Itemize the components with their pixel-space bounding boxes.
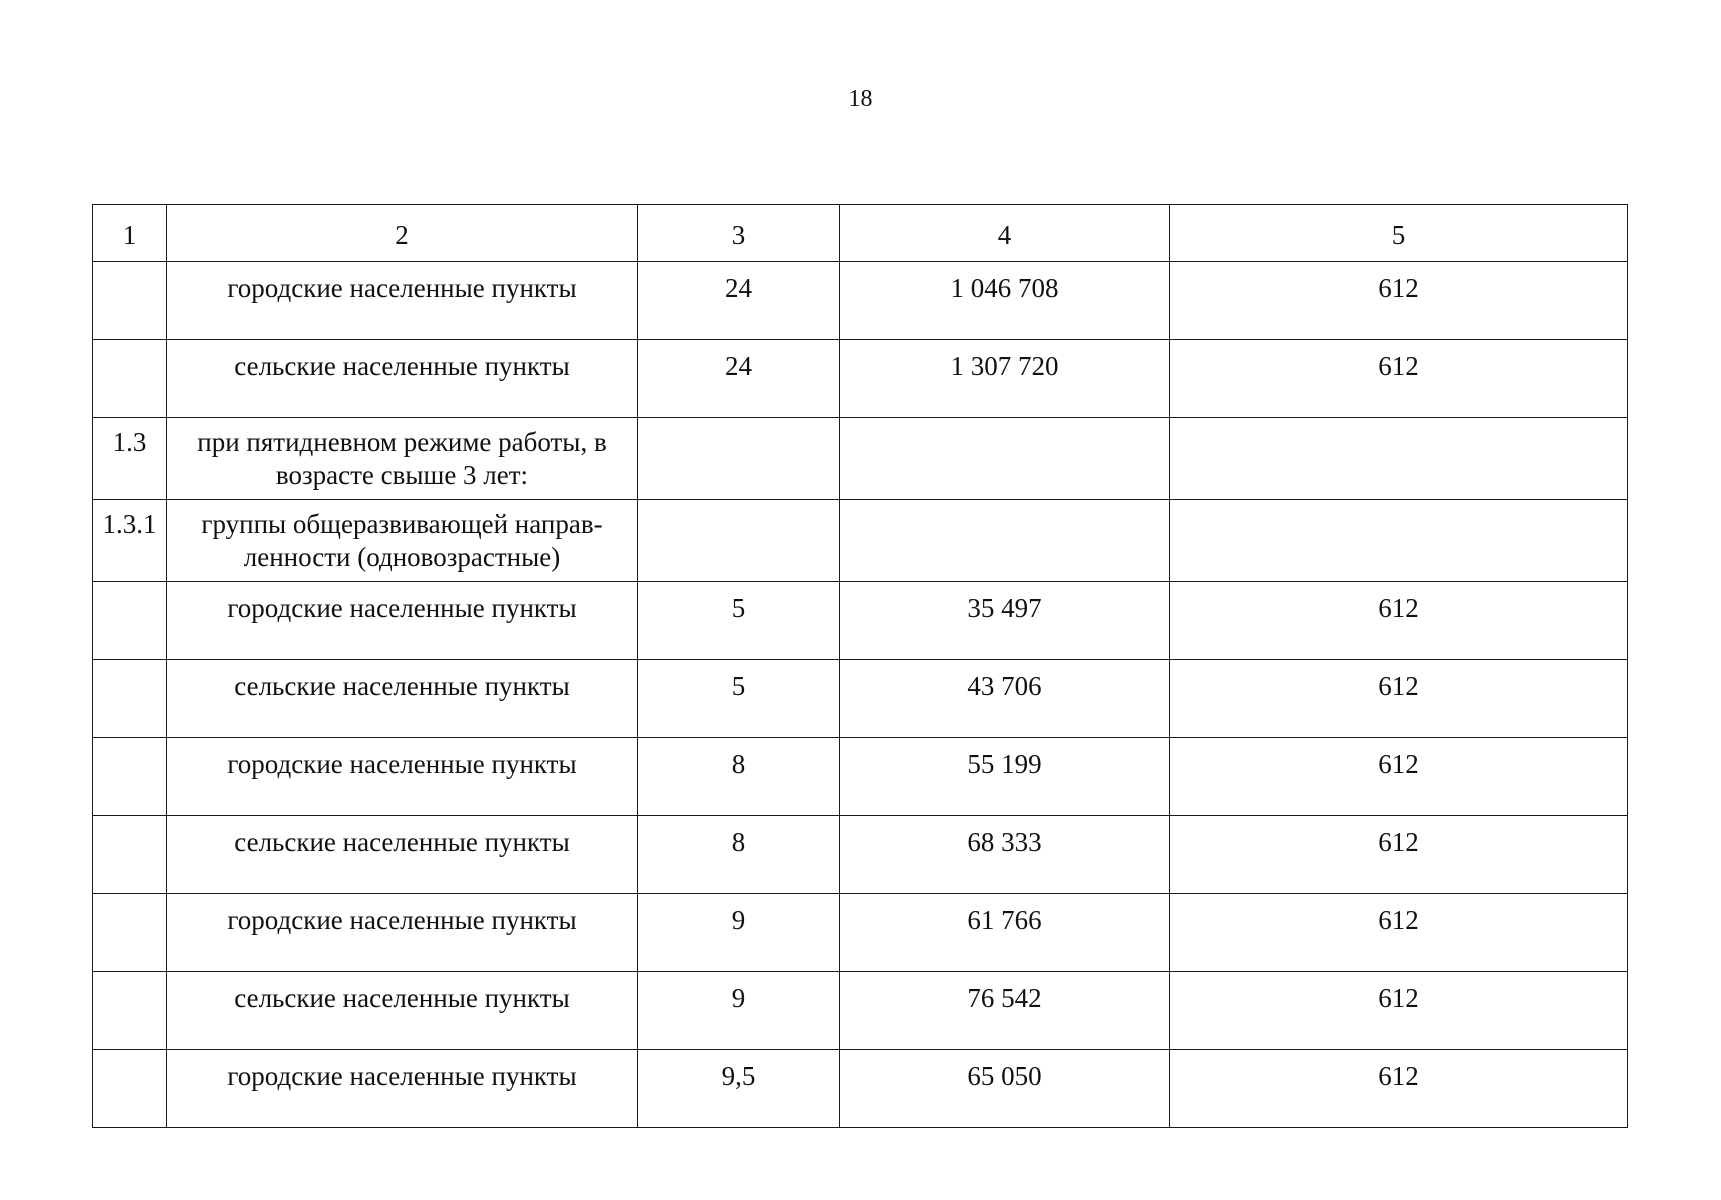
row-col4-cell: 55 199: [840, 738, 1170, 816]
row-col4-cell: 1 307 720: [840, 340, 1170, 418]
row-description-cell: сельские населенные пункты: [167, 660, 638, 738]
row-col3-cell: 8: [638, 738, 840, 816]
row-col3-cell: 9,5: [638, 1050, 840, 1128]
row-description-cell: сельские населенные пункты: [167, 816, 638, 894]
row-description-cell: городские населенные пункты: [167, 582, 638, 660]
row-col3-cell: 9: [638, 972, 840, 1050]
row-col3-cell: 8: [638, 816, 840, 894]
row-number-cell: [93, 660, 167, 738]
row-col3-cell: [638, 500, 840, 582]
table-row: [93, 340, 1628, 418]
header-cell-3: 3: [638, 205, 840, 262]
row-col4-cell: 61 766: [840, 894, 1170, 972]
row-col3-cell: 5: [638, 582, 840, 660]
row-col5-cell: 612: [1170, 972, 1628, 1050]
header-cell-5: 5: [1170, 205, 1628, 262]
row-number-cell: [93, 972, 167, 1050]
row-number-cell: [93, 738, 167, 816]
row-col4-cell: 68 333: [840, 816, 1170, 894]
row-col5-cell: [1170, 418, 1628, 500]
row-col5-cell: 612: [1170, 582, 1628, 660]
table-row: [93, 816, 1628, 894]
header-cell-4: 4: [840, 205, 1170, 262]
table-header-row: [93, 205, 1628, 262]
row-col4-cell: 1 046 708: [840, 262, 1170, 340]
row-number-cell: [93, 816, 167, 894]
row-description-cell: сельские населенные пункты: [167, 972, 638, 1050]
row-description-cell: городские населенные пункты: [167, 738, 638, 816]
header-cell-1: 1: [93, 205, 167, 262]
tariff-table: [92, 204, 1628, 1128]
row-col5-cell: [1170, 500, 1628, 582]
row-col5-cell: 612: [1170, 1050, 1628, 1128]
row-description-cell: при пятидневном режиме работы, в возрасте свыше 3 лет:: [167, 418, 638, 500]
table-row: [93, 972, 1628, 1050]
page-number: 18: [848, 86, 873, 112]
row-col3-cell: 24: [638, 340, 840, 418]
row-col4-cell: 76 542: [840, 972, 1170, 1050]
row-number-cell: [93, 894, 167, 972]
row-description-cell: городские населенные пункты: [167, 262, 638, 340]
row-description-cell: городские населенные пункты: [167, 1050, 638, 1128]
row-col4-cell: 35 497: [840, 582, 1170, 660]
table-row: [93, 500, 1628, 582]
row-col3-cell: [638, 418, 840, 500]
row-col5-cell: 612: [1170, 738, 1628, 816]
row-col5-cell: 612: [1170, 262, 1628, 340]
table-row: [93, 660, 1628, 738]
row-col4-cell: [840, 418, 1170, 500]
row-number-cell: [93, 340, 167, 418]
row-col3-cell: 24: [638, 262, 840, 340]
row-description-cell: группы общеразвивающей направ-ленности (одновозрастные): [167, 500, 638, 582]
table-row: [93, 738, 1628, 816]
row-description-cell: сельские населенные пункты: [167, 340, 638, 418]
row-col4-cell: [840, 500, 1170, 582]
row-number-cell: [93, 1050, 167, 1128]
row-col3-cell: 9: [638, 894, 840, 972]
row-number-cell: [93, 262, 167, 340]
row-number-cell: 1.3.1: [93, 500, 167, 582]
row-col4-cell: 65 050: [840, 1050, 1170, 1128]
row-number-cell: [93, 582, 167, 660]
row-col3-cell: 5: [638, 660, 840, 738]
table-row: [93, 582, 1628, 660]
row-col5-cell: 612: [1170, 816, 1628, 894]
table-row: [93, 894, 1628, 972]
table-row: [93, 262, 1628, 340]
row-description-cell: городские населенные пункты: [167, 894, 638, 972]
row-col5-cell: 612: [1170, 894, 1628, 972]
table-row: [93, 1050, 1628, 1128]
row-number-cell: 1.3: [93, 418, 167, 500]
header-cell-2: 2: [167, 205, 638, 262]
row-col4-cell: 43 706: [840, 660, 1170, 738]
table-row: [93, 418, 1628, 500]
table-body: [93, 205, 1628, 1128]
row-col5-cell: 612: [1170, 340, 1628, 418]
row-col5-cell: 612: [1170, 660, 1628, 738]
